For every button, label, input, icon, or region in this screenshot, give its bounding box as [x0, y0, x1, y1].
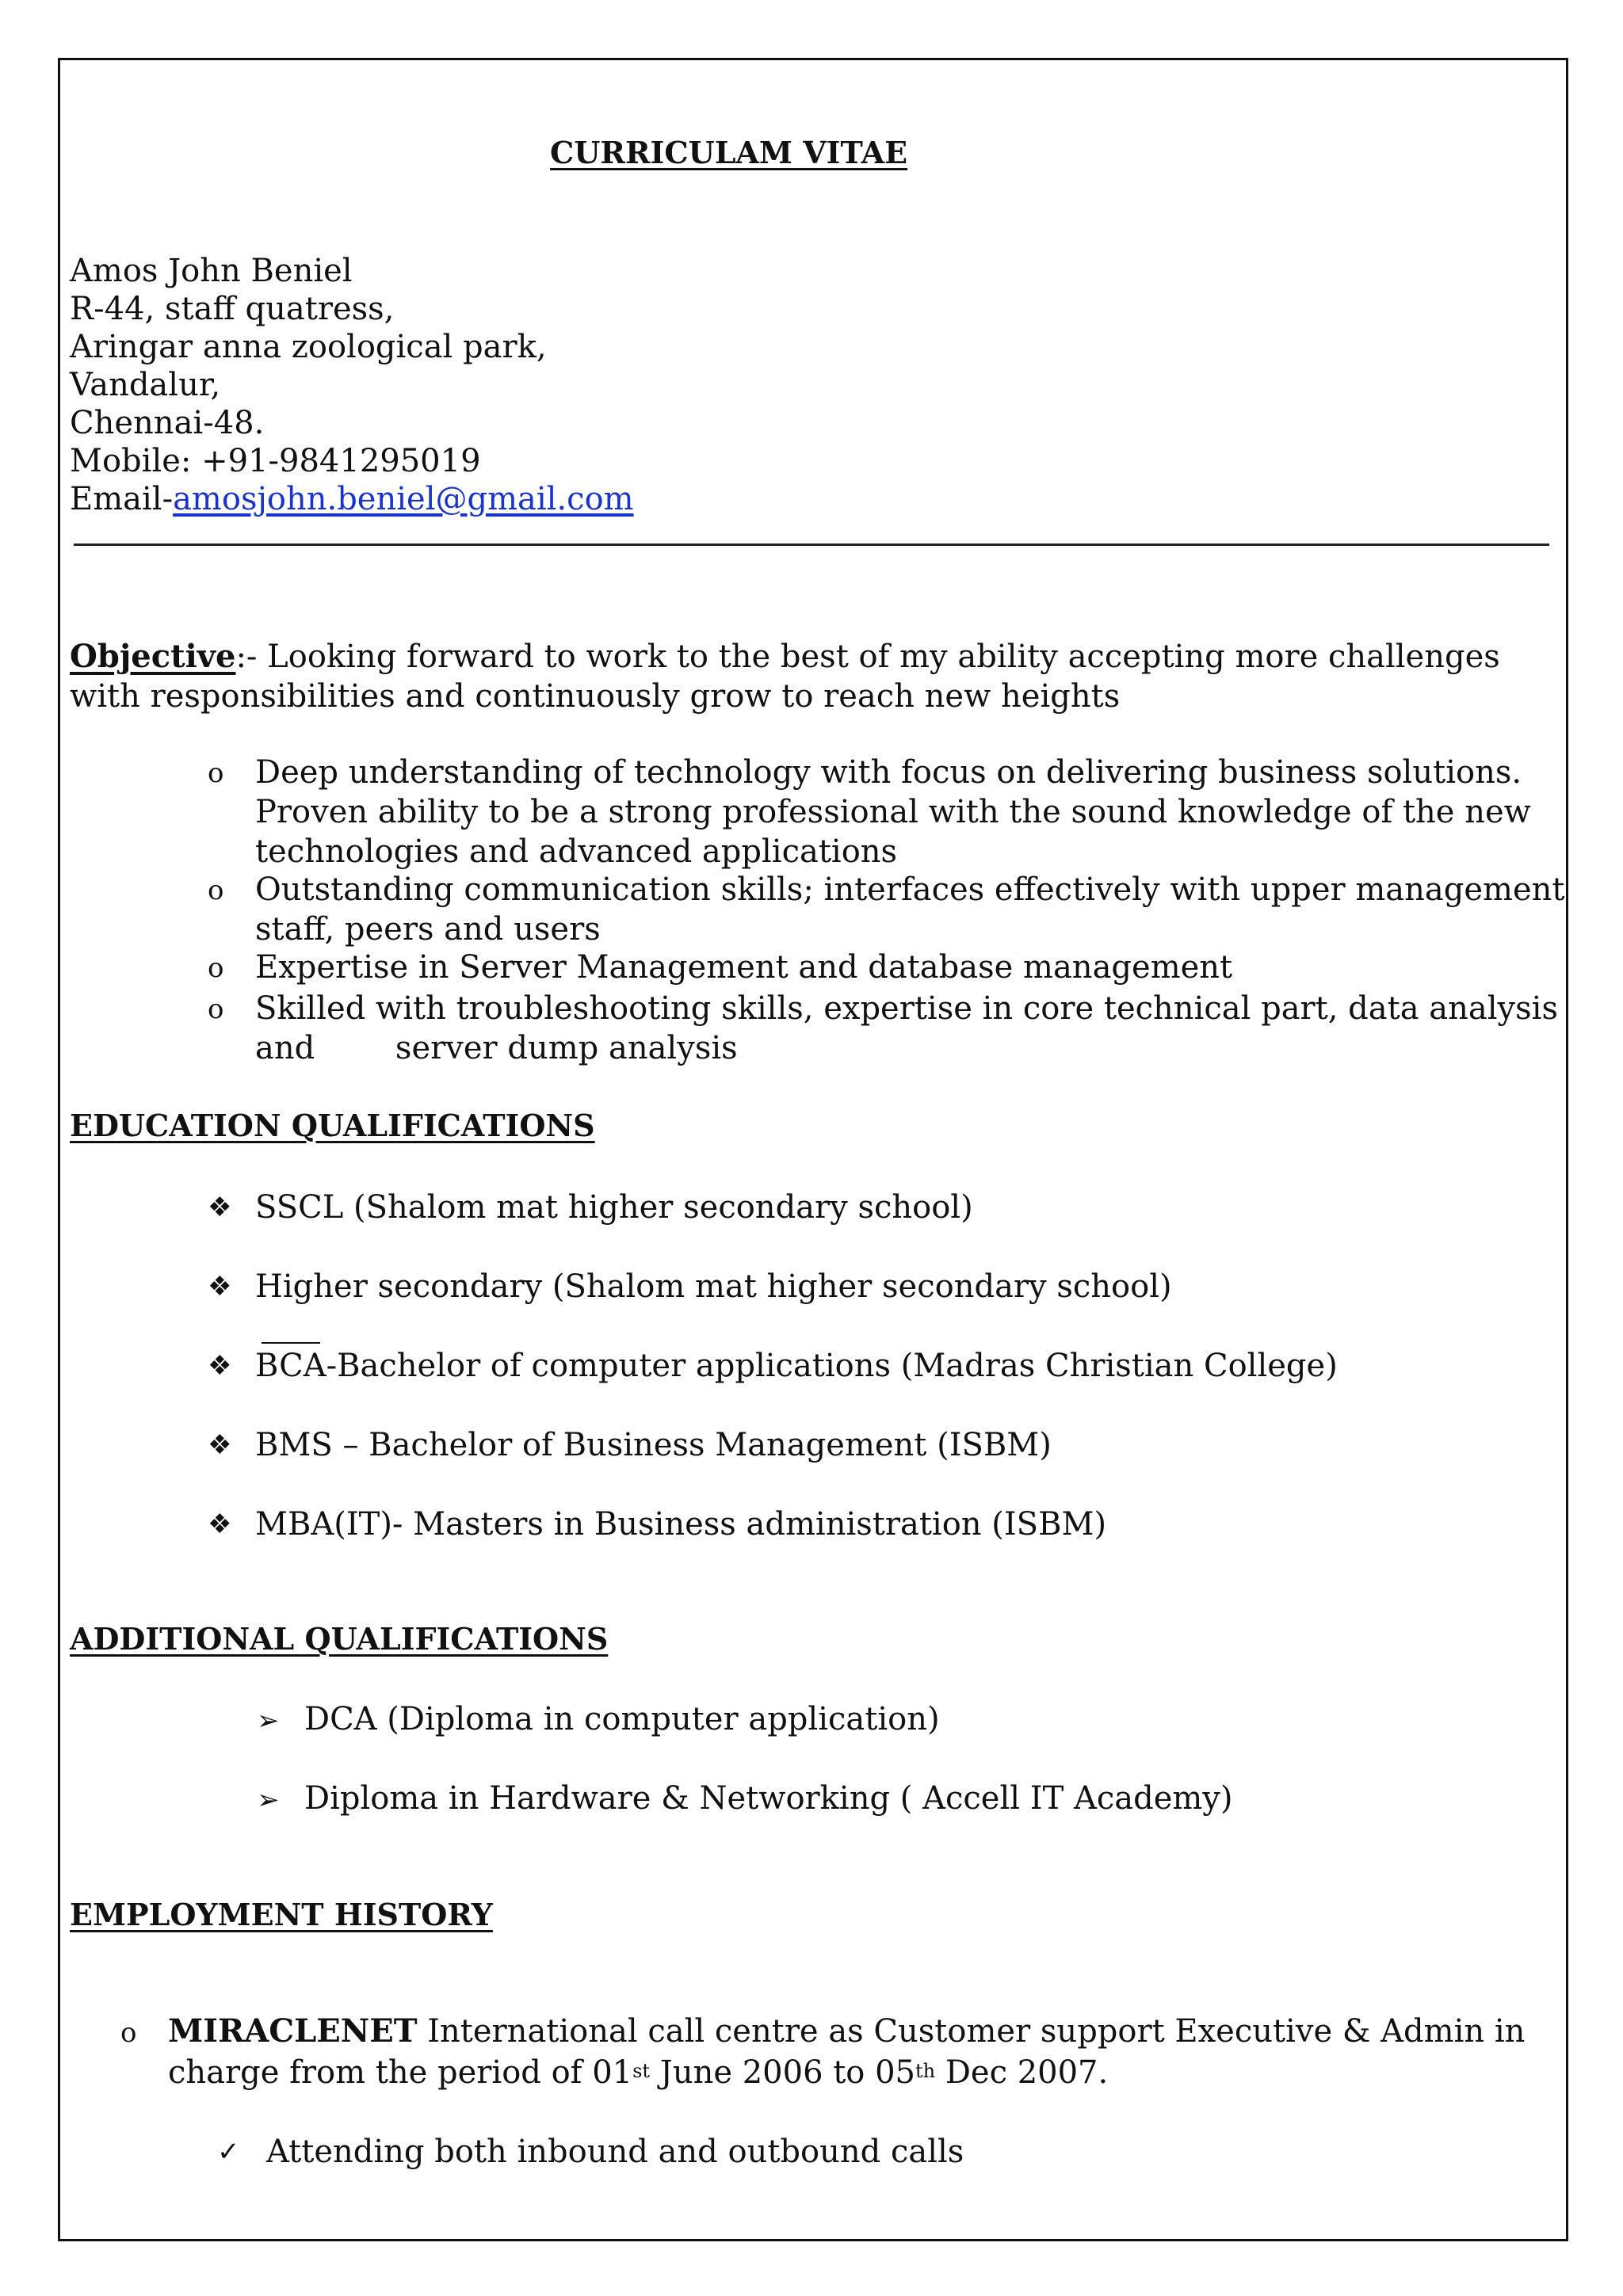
education-item: BCA-Bachelor of computer applications (Madras Christian College): [255, 1348, 1338, 1384]
education-item: SSCL (Shalom mat higher secondary school): [255, 1189, 973, 1226]
diamond-bullet-icon: ❖: [208, 1350, 232, 1382]
education-heading: EDUCATION QUALIFICATIONS: [70, 1108, 595, 1143]
address-line: Aringar anna zoological park,: [70, 329, 547, 365]
page-title: CURRICULAM VITAE: [550, 135, 908, 170]
overline-mark: [262, 1342, 320, 1344]
bullet-icon: o: [208, 875, 224, 906]
additional-item: DCA (Diploma in computer application): [304, 1701, 940, 1737]
employment-line-1: [168, 2012, 1525, 2050]
address-line: Chennai-48.: [70, 405, 265, 441]
education-item: MBA(IT)- Masters in Business administration (ISBM): [255, 1506, 1107, 1543]
employment-desc: International call centre as Customer support Executive & Admin in: [417, 2013, 1526, 2050]
arrow-bullet-icon: ➢: [257, 1784, 280, 1816]
additional-item: Diploma in Hardware & Networking ( Accell IT Academy): [304, 1780, 1233, 1817]
diamond-bullet-icon: ❖: [208, 1192, 232, 1223]
diamond-bullet-icon: ❖: [208, 1429, 232, 1461]
objective-point: Expertise in Server Management and database management: [255, 949, 1233, 986]
ordinal-suffix: st: [632, 2060, 651, 2082]
bullet-icon: o: [120, 2017, 137, 2049]
objective-point: Skilled with troubleshooting skills, expertise in core technical part, data analysis and server dump analysis: [255, 990, 1568, 1066]
bullet-icon: o: [208, 757, 224, 789]
arrow-bullet-icon: ➢: [257, 1705, 280, 1737]
checkmark-icon: ✓: [217, 2136, 240, 2168]
education-item: BMS – Bachelor of Business Management (ISBM): [255, 1427, 1052, 1463]
diamond-bullet-icon: ❖: [208, 1508, 232, 1540]
company-name: MIRACLENET: [168, 2012, 418, 2050]
candidate-name: Amos John Beniel: [70, 253, 353, 289]
email-line: [70, 480, 634, 518]
objective-point: Deep understanding of technology with focus on delivering business solutions. Proven ability to be a strong professional with the sound knowledge of the new technologies and advanced applications: [255, 754, 1531, 870]
objective-paragraph: [70, 637, 1560, 716]
objective-label: Objective: [70, 638, 236, 675]
mobile-number: Mobile: +91-9841295019: [70, 443, 481, 479]
objective-text: Looking forward to work to the best of my ability accepting more challenges with responsibilities and continuously grow to reach new heights: [70, 639, 1500, 715]
additional-heading: ADDITIONAL QUALIFICATIONS: [70, 1621, 609, 1657]
address-line: Vandalur,: [70, 367, 221, 403]
email-label: Email-: [70, 481, 174, 517]
employment-line-2: [168, 2054, 1108, 2092]
period-text: Dec 2007.: [935, 2054, 1109, 2091]
diamond-bullet-icon: ❖: [208, 1271, 232, 1302]
divider: [74, 543, 1549, 546]
duty-item: Attending both inbound and outbound calls: [266, 2134, 964, 2170]
bullet-icon: o: [208, 952, 224, 984]
employment-heading: EMPLOYMENT HISTORY: [70, 1897, 493, 1932]
email-link[interactable]: amosjohn.beniel@gmail.com: [173, 481, 634, 517]
objective-separator: :-: [235, 639, 268, 675]
period-text: June 2006 to 05: [650, 2054, 916, 2091]
period-text: charge from the period of 01: [168, 2054, 633, 2091]
address-line: R-44, staff quatress,: [70, 291, 395, 327]
education-item: Higher secondary (Shalom mat higher secondary school): [255, 1268, 1172, 1305]
ordinal-suffix: th: [915, 2060, 936, 2082]
objective-point: Outstanding communication skills; interfaces effectively with upper management staff, peers and users: [255, 871, 1565, 948]
bullet-icon: o: [208, 994, 224, 1025]
